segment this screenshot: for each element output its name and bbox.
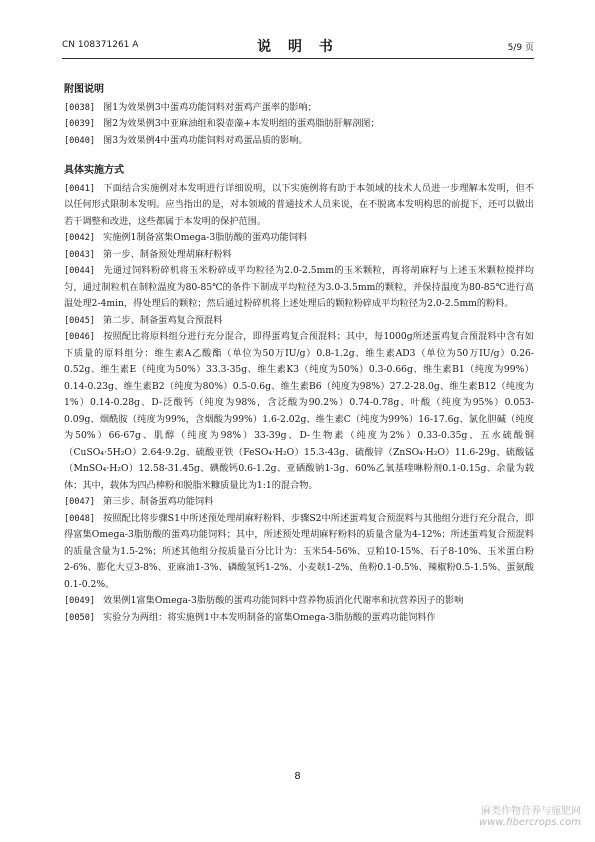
paragraph [64, 181, 534, 231]
paragraph [64, 116, 534, 133]
paragraph [64, 263, 534, 313]
paragraph-number: [0046] [64, 332, 96, 342]
paragraph [64, 247, 534, 264]
paragraph-text: 实施例1制备富集Omega-3脂肪酸的蛋鸡功能饲料 [103, 232, 308, 243]
paragraph [64, 329, 534, 494]
paragraph-text: 图1为效果例3中蛋鸡功能饲料对蛋鸡产蛋率的影响； [103, 101, 317, 113]
paragraph-text: 实验分为两组：将实施例1中本发明制备的富集Omega-3脂肪酸的蛋鸡功能饲料作 [103, 611, 436, 623]
paragraph-text: 先通过饲料粉碎机将玉米粉碎成平均粒径为2.0-2.5mm的玉米颗粒，再将胡麻籽与上述玉米颗粒搅拌均匀，通过制粒机在制粒温度为80-85℃的条件下制成平均粒径为3.0-3.5mm的颗粒，并保持温度为80-85℃进行高温处理2-4min，得处理后的颗粒；然后通过粉碎机将上述处理后的颗粒粉碎成平均粒径为2.0-2.5mm的粉料。 [64, 265, 534, 309]
page-header [62, 36, 534, 56]
paragraph-number: [0049] [64, 596, 96, 606]
paragraph-text: 图3为效果例4中蛋鸡功能饲料对鸡蛋品质的影响。 [103, 134, 308, 146]
watermark-url: www.fibercrops.com [479, 817, 581, 828]
paragraph [64, 230, 534, 247]
paragraph-text: 第一步、制备预处理胡麻籽粉料 [103, 248, 232, 260]
paragraph-text: 按照配比将原料组分进行充分混合，即得蛋鸡复合预混料；其中，每1000g所述蛋鸡复合预混料中含有如下质量的原料组分：维生素A乙酸酯（单位为50万IU/g）0.8-1.2g、维生素AD3（单位为50万IU/g）0.26-0.52g、维生素E（纯度为50%）33.3-35g、维生素K3（纯度为50%）0.3-0.66g、维生素B1（纯度为99%）0.14-0.23g、维生素B2（纯度为80%）0.5-0.6g、维生素B6（纯度为98%）27.2-28.0g、维生素B12（纯度为1%）0.14-0.28g、D-泛酸钙（纯度为98%，含泛酸为90.2%）0.74-0.78g、叶酸（纯度为95%）0.053-0.09g、烟酰胺（纯度为99%，含烟酸为99%）1.6-2.02g、维生素C（纯度为99%）16-17.6g、氯化胆碱（纯度为50%）66-67g、肌醇（纯度为98%）33-39g、D-生物素（纯度为2%）0.33-0.35g、五水硫酸铜（CuSO₄·5H₂O）2.64-9.2g、硫酸亚铁（FeSO₄·H₂O）15.3-43g、硫酸锌（ZnSO₄·H₂O）11.6-29g、硫酸锰（MnSO₄·H₂O）12.58-31.45g、碘酸钙0.6-1.2g、亚硒酸钠1-3g、60%乙氧基喹啉粉剂0.1-0.15g、余量为载体；其中，载体为四凸棒粉和脱脂米糠质量比为1:1的混合物。 [64, 331, 534, 491]
paragraph-number: [0044] [64, 266, 96, 276]
paragraph-number: [0047] [64, 497, 96, 507]
paragraph-number: [0045] [64, 315, 96, 326]
paragraph-number: [0042] [64, 233, 96, 243]
section-title-drawings: 附图说明 [64, 84, 104, 95]
paragraph [64, 100, 534, 117]
paragraph-text: 按照配比将步骤S1中所述预处理胡麻籽粉料、步骤S2中所述蛋鸡复合预混料与其他组分进行充分混合，即得富集Omega-3脂肪酸的蛋鸡功能饲料；其中，所述预处理胡麻籽粉料的质量含量为4-12%；所述蛋鸡复合预混料的质量含量为1.5-2%；所述其他组分按质量百分比计为：玉米54-56%、豆粕10-15%、石子8-10%、玉米蛋白粉2-6%、膨化大豆3-8%、亚麻油1-3%、磷酸氢钙1-2%、小麦麸1-2%、鱼粉0.1-0.5%、辣椒粉0.5-1.5%、蛋氨酸0.1-0.2%。 [64, 512, 534, 590]
paragraph [64, 313, 534, 330]
page-number: 8 [294, 771, 301, 782]
document-body [64, 82, 534, 626]
patent-number: CN 108371261 A [62, 40, 139, 50]
paragraph-number: [0048] [64, 513, 96, 524]
paragraph-number: [0043] [64, 249, 96, 260]
document-title: 说 明 书 [257, 39, 339, 55]
paragraph-text: 效果例1富集Omega-3脂肪酸的蛋鸡功能饲料中营养物质消化代谢率和抗营养因子的影响 [103, 595, 464, 606]
paragraph-text: 下面结合实施例对本发明进行详细说明，以下实施例将有助于本领域的技术人员进一步理解本发明，但不以任何形式限制本发明。应当指出的是，对本领域的普通技术人员来说，在不脱离本发明构思的前提下，还可以做出若干调整和改进，这些都属于本发明的保护范围。 [64, 182, 534, 227]
paragraph [64, 133, 534, 150]
header-divider [62, 58, 534, 59]
page-of-total: 5/9 页 [507, 43, 534, 53]
paragraph [64, 494, 534, 511]
paragraph-text: 图2为效果例3中亚麻油组和裂壶藻+本发明组的蛋鸡脂肪肝解剖图； [103, 118, 380, 129]
paragraph [64, 593, 534, 610]
paragraph-text: 第三步、制备蛋鸡功能饲料 [103, 496, 214, 507]
paragraph-number: [0041] [64, 183, 96, 194]
paragraph-number: [0040] [64, 135, 96, 146]
paragraph-number: [0050] [64, 612, 96, 623]
paragraph [64, 610, 534, 627]
watermark-site-name: 麻类作物营养与施肥网 [481, 806, 581, 817]
paragraph-number: [0038] [64, 102, 96, 113]
paragraph [64, 511, 534, 594]
paragraph-text: 第二步、制备蛋鸡复合预混料 [103, 314, 223, 326]
watermark [479, 802, 581, 828]
section-title-embodiments: 具体实施方式 [64, 165, 124, 176]
paragraph-number: [0039] [64, 119, 96, 129]
